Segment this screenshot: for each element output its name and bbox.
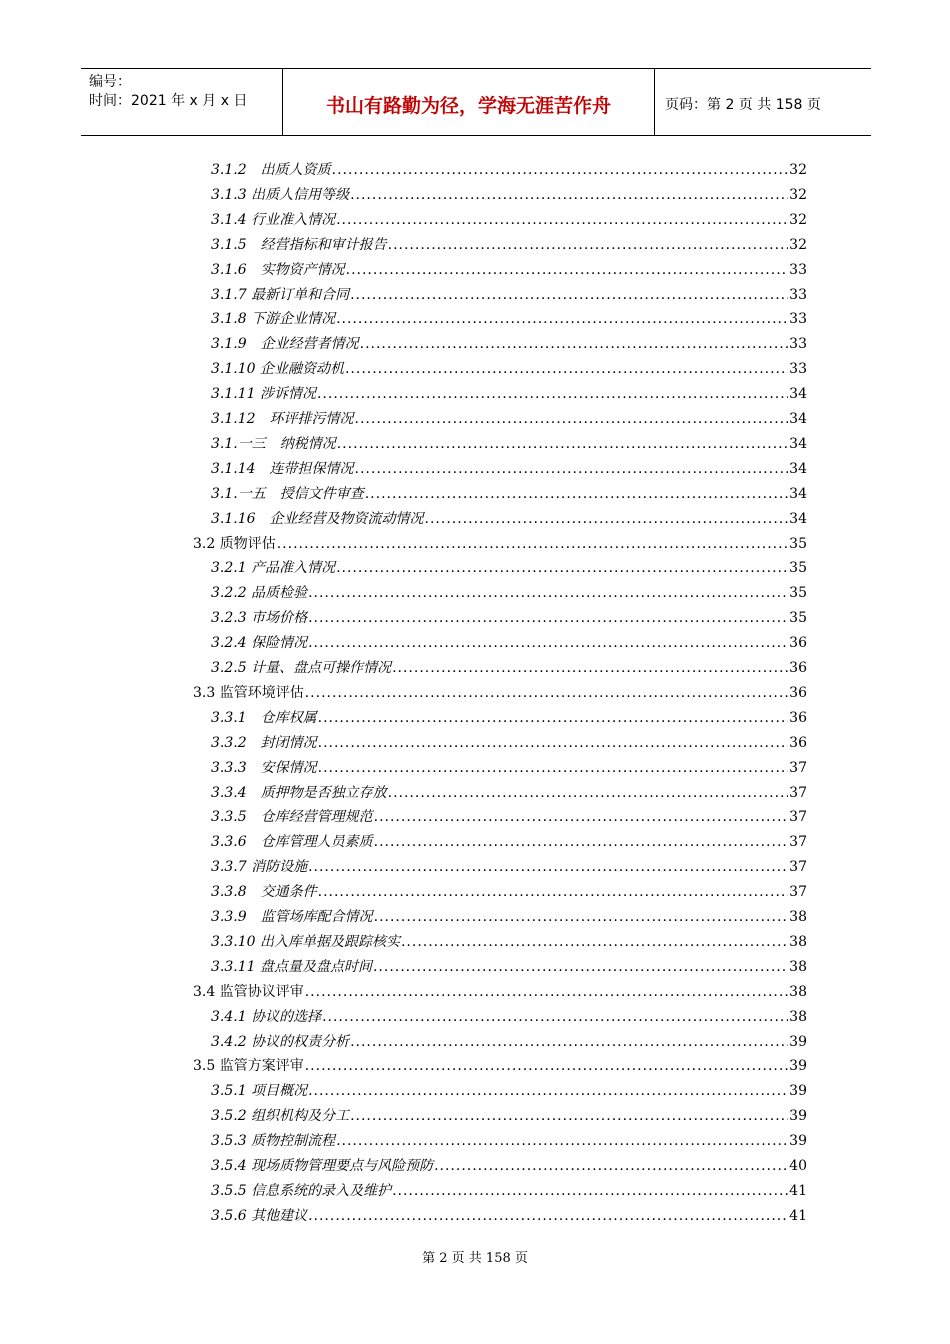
toc-entry-page: 36	[789, 734, 807, 751]
toc-entry[interactable]	[211, 1106, 807, 1126]
toc-entry-title: 3.1.一三 纳税情况	[211, 435, 336, 452]
toc-entry-page: 41	[789, 1207, 807, 1224]
toc-entry[interactable]	[211, 309, 807, 329]
toc-entry-page: 39	[789, 1083, 807, 1100]
header-code-label: 编号：	[89, 74, 131, 90]
toc-entry-page: 33	[789, 311, 807, 328]
toc-entry-title: 3.5.4 现场质物管理要点与风险预防	[211, 1158, 434, 1174]
toc-dot-leader	[392, 658, 788, 678]
toc-dot-leader	[305, 1056, 788, 1076]
header-meta	[81, 69, 283, 135]
toc-entry-page: 37	[789, 809, 807, 826]
toc-entry[interactable]	[211, 334, 807, 354]
toc-dot-leader	[350, 185, 788, 205]
toc-entry-page: 35	[789, 535, 807, 552]
header-slogan: 书山有路勤为径，学海无涯苦作舟	[283, 69, 655, 135]
toc-entry-title: 3.4 监管协议评审	[193, 983, 304, 1000]
toc-entry[interactable]	[211, 185, 807, 205]
toc-entry-title: 3.3.8 交通条件	[211, 884, 317, 901]
toc-entry-page: 39	[789, 1058, 807, 1075]
toc-entry-page: 34	[789, 485, 807, 502]
toc-dot-leader	[336, 1131, 788, 1151]
toc-entry[interactable]	[211, 285, 807, 305]
toc-entry-title: 3.1.2 出质人资质	[211, 162, 331, 178]
toc-entry[interactable]	[211, 1156, 807, 1176]
toc-entry-page: 38	[789, 983, 807, 1000]
page-header	[81, 68, 871, 136]
toc-dot-leader	[374, 907, 789, 927]
toc-dot-leader	[308, 1081, 788, 1101]
toc-entry-title: 3.1.6 实物资产情况	[211, 261, 345, 278]
toc-entry-page: 38	[789, 1008, 807, 1025]
toc-entry-title: 3.5.1 项目概况	[211, 1083, 308, 1100]
toc-dot-leader	[308, 608, 788, 628]
toc-dot-leader	[277, 534, 788, 554]
toc-dot-leader	[336, 558, 788, 578]
toc-entry-title: 3.3.2 封闭情况	[211, 734, 317, 751]
toc-entry-title: 3.1.一五 授信文件审查	[211, 485, 364, 502]
toc-entry[interactable]	[211, 260, 807, 280]
toc-entry-title: 3.1.9 企业经营者情况	[211, 336, 359, 353]
toc-entry-title: 3.3.3 安保情况	[211, 759, 317, 776]
toc-entry-page: 37	[789, 884, 807, 901]
toc-entry-page: 33	[789, 286, 807, 303]
toc-entry[interactable]	[211, 783, 807, 803]
toc-entry[interactable]	[211, 857, 807, 877]
toc-dot-leader	[336, 309, 788, 329]
toc-entry-title: 3.1.5 经营指标和审计报告	[211, 236, 387, 253]
toc-dot-leader	[332, 160, 789, 180]
toc-entry-page: 32	[789, 162, 807, 178]
toc-entry-page: 36	[789, 635, 807, 652]
toc-entry-title: 3.5 监管方案评审	[193, 1058, 304, 1075]
toc-dot-leader	[318, 882, 789, 902]
toc-dot-leader	[308, 857, 788, 877]
toc-entry[interactable]	[193, 683, 807, 703]
toc-entry-page: 33	[789, 336, 807, 353]
toc-entry-title: 3.2.1 产品准入情况	[211, 560, 336, 577]
toc-entry-page: 37	[789, 834, 807, 851]
toc-entry[interactable]	[211, 558, 807, 578]
toc-entry-page: 34	[789, 435, 807, 452]
toc-entry-page: 34	[789, 510, 807, 527]
toc-dot-leader	[305, 683, 788, 703]
toc-entry-title: 3.1.3 出质人信用等级	[211, 186, 350, 203]
toc-entry[interactable]	[211, 907, 807, 927]
toc-entry-title: 3.3.11 盘点量及盘点时间	[211, 958, 372, 975]
toc-entry-page: 36	[789, 709, 807, 726]
toc-entry-page: 39	[789, 1108, 807, 1125]
toc-dot-leader	[355, 459, 789, 479]
toc-entry-page: 33	[789, 261, 807, 278]
toc-entry-page: 38	[789, 933, 807, 950]
toc-dot-leader	[434, 1156, 788, 1176]
toc-dot-leader	[425, 509, 789, 529]
toc-entry[interactable]	[211, 1081, 807, 1101]
toc-dot-leader	[318, 708, 789, 728]
toc-entry[interactable]	[211, 608, 807, 628]
toc-entry[interactable]	[211, 1032, 807, 1052]
toc-entry-title: 3.1.7 最新订单和合同	[211, 286, 350, 303]
toc-entry-page: 34	[789, 411, 807, 427]
toc-dot-leader	[318, 758, 789, 778]
toc-entry-title: 3.3.9 监管场库配合情况	[211, 909, 373, 925]
toc-dot-leader	[308, 583, 788, 603]
toc-entry[interactable]	[211, 1181, 807, 1201]
header-time-label: 时间：2021 年 x 月 x 日	[89, 93, 248, 109]
toc-dot-leader	[305, 982, 788, 1002]
toc-entry-page: 34	[789, 460, 807, 477]
toc-entry-page: 41	[789, 1182, 807, 1199]
toc-entry[interactable]	[211, 708, 807, 728]
toc-dot-leader	[336, 210, 788, 230]
toc-dot-leader	[401, 932, 788, 952]
toc-dot-leader	[392, 1181, 788, 1201]
toc-entry[interactable]	[211, 733, 807, 753]
toc-entry-title: 3.3 监管环境评估	[193, 684, 304, 701]
toc-dot-leader	[308, 1206, 788, 1226]
toc-dot-leader	[318, 733, 789, 753]
toc-entry-title: 3.1.11 涉诉情况	[211, 386, 316, 403]
toc-dot-leader	[337, 434, 788, 454]
toc-dot-leader	[322, 1007, 788, 1027]
toc-entry-title: 3.1.12 环评排污情况	[211, 411, 354, 427]
toc-entry-title: 3.3.4 质押物是否独立存放	[211, 784, 387, 801]
toc-dot-leader	[373, 957, 788, 977]
toc-entry-page: 32	[789, 236, 807, 253]
toc-entry[interactable]	[211, 1007, 807, 1027]
toc-dot-leader	[388, 235, 789, 255]
toc-dot-leader	[350, 1106, 788, 1126]
toc-entry-title: 3.4.2 协议的权责分析	[211, 1033, 350, 1050]
toc-entry[interactable]	[211, 459, 807, 479]
toc-entry[interactable]	[211, 1206, 807, 1226]
toc-entry-title: 3.3.10 出入库单据及跟踪核实	[211, 933, 400, 950]
toc-entry[interactable]	[193, 1056, 807, 1076]
toc-entry-page: 39	[789, 1133, 807, 1150]
toc-entry-title: 3.2.5 计量、盘点可操作情况	[211, 660, 392, 676]
header-page-info: 页码：第 2 页 共 158 页	[665, 97, 821, 113]
toc-entry-title: 3.4.1 协议的选择	[211, 1008, 322, 1025]
toc-entry[interactable]	[193, 982, 807, 1002]
toc-entry-page: 36	[789, 684, 807, 701]
toc-entry-page: 37	[789, 784, 807, 801]
toc-entry[interactable]	[211, 932, 807, 952]
toc-entry[interactable]	[211, 658, 807, 678]
toc-dot-leader	[350, 285, 788, 305]
toc-entry-title: 3.3.7 消防设施	[211, 859, 308, 876]
toc-dot-leader	[350, 1032, 788, 1052]
toc-entry-title: 3.5.3 质物控制流程	[211, 1133, 336, 1150]
toc-entry-page: 36	[789, 660, 807, 676]
toc-entry-page: 34	[789, 386, 807, 403]
toc-entry[interactable]	[211, 359, 807, 379]
toc-entry[interactable]	[211, 807, 807, 827]
toc-entry-title: 3.2.4 保险情况	[211, 635, 308, 652]
toc-dot-leader	[355, 409, 789, 429]
toc-entry-title: 3.1.10 企业融资动机	[211, 361, 344, 378]
toc-entry-title: 3.5.6 其他建议	[211, 1207, 308, 1224]
toc-entry-title: 3.1.14 连带担保情况	[211, 460, 354, 477]
toc-entry[interactable]	[211, 384, 807, 404]
toc-entry[interactable]	[211, 235, 807, 255]
toc-entry-title: 3.5.5 信息系统的录入及维护	[211, 1182, 392, 1199]
toc-entry-page: 35	[789, 560, 807, 577]
toc-entry-page: 37	[789, 859, 807, 876]
toc-dot-leader	[345, 359, 788, 379]
toc-dot-leader	[374, 832, 789, 852]
toc-dot-leader	[360, 334, 789, 354]
toc-entry-title: 3.1.8 下游企业情况	[211, 311, 336, 328]
toc-dot-leader	[317, 384, 788, 404]
toc-entry-title: 3.5.2 组织机构及分工	[211, 1108, 350, 1125]
toc-entry-title: 3.1.16 企业经营及物资流动情况	[211, 510, 424, 527]
toc-entry-title: 3.2.3 市场价格	[211, 610, 308, 627]
toc-dot-leader	[346, 260, 789, 280]
page-footer: 第 2 页 共 158 页	[422, 1251, 528, 1266]
toc-dot-leader	[374, 807, 789, 827]
toc-entry-page: 40	[789, 1158, 807, 1174]
toc-entry[interactable]	[211, 832, 807, 852]
toc-entry-page: 38	[789, 958, 807, 975]
toc-entry[interactable]	[211, 509, 807, 529]
toc-entry[interactable]	[211, 160, 807, 180]
toc-entry[interactable]	[211, 957, 807, 977]
toc-entry-page: 32	[789, 186, 807, 203]
toc-entry-page: 39	[789, 1033, 807, 1050]
toc-dot-leader	[365, 484, 788, 504]
toc-entry-title: 3.3.5 仓库经营管理规范	[211, 809, 373, 826]
toc-entry-title: 3.2.2 品质检验	[211, 585, 308, 602]
toc-entry-page: 35	[789, 610, 807, 627]
toc-entry[interactable]	[211, 210, 807, 230]
toc-entry-title: 3.3.6 仓库管理人员素质	[211, 834, 373, 851]
toc-entry-page: 38	[789, 909, 807, 925]
toc-entry[interactable]	[211, 882, 807, 902]
toc-entry-page: 37	[789, 759, 807, 776]
toc-entry[interactable]	[211, 1131, 807, 1151]
toc-entry[interactable]	[211, 758, 807, 778]
toc-entry[interactable]	[211, 583, 807, 603]
toc-entry-page: 33	[789, 361, 807, 378]
toc-entry[interactable]	[193, 534, 807, 554]
toc-entry-page: 32	[789, 211, 807, 228]
toc-entry-page: 35	[789, 585, 807, 602]
toc-entry[interactable]	[211, 409, 807, 429]
toc-entry-title: 3.1.4 行业准入情况	[211, 211, 336, 228]
toc-entry-title: 3.2 质物评估	[193, 535, 276, 552]
toc-dot-leader	[308, 633, 788, 653]
toc-dot-leader	[388, 783, 789, 803]
toc-entry-title: 3.3.1 仓库权属	[211, 709, 317, 726]
toc-entry[interactable]	[211, 484, 807, 504]
toc-entry[interactable]	[211, 633, 807, 653]
toc-entry[interactable]	[211, 434, 807, 454]
